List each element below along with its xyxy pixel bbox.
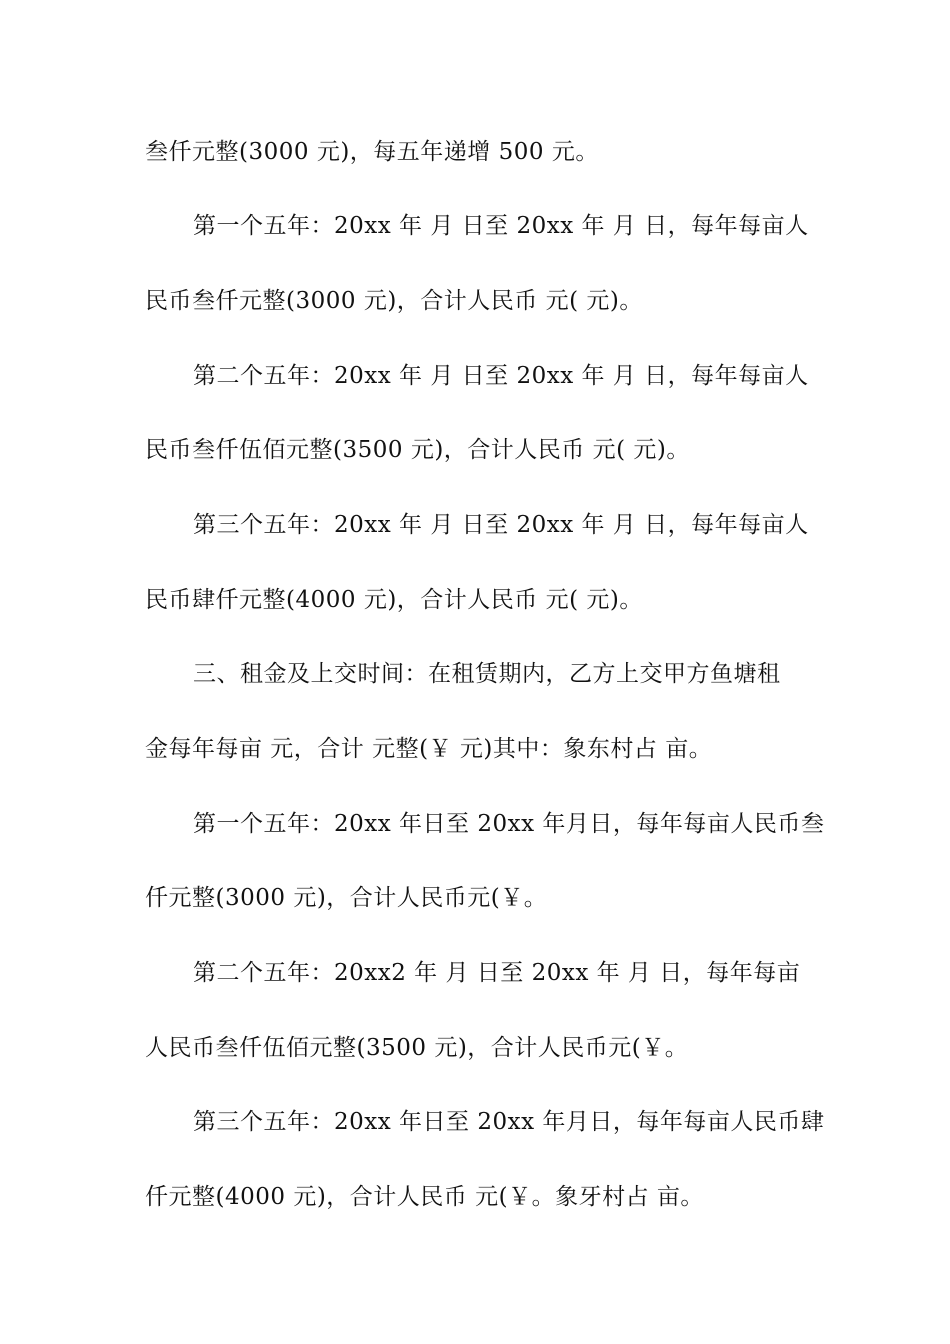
paragraph-first-line: 第三个五年：20xx 年日至 20xx 年月日，每年每亩人民币肆 bbox=[193, 1109, 825, 1135]
text-line: 民币叁仟元整(3000 元)，合计人民币 元( 元)。 bbox=[145, 288, 643, 314]
paragraph-first-line: 三、租金及上交时间：在租赁期内，乙方上交甲方鱼塘租 bbox=[193, 661, 781, 687]
paragraph-first-line: 第一个五年：20xx 年 月 日至 20xx 年 月 日，每年每亩人 bbox=[193, 213, 809, 239]
paragraph-first-line: 第二个五年：20xx2 年 月 日至 20xx 年 月 日，每年每亩 bbox=[193, 960, 801, 986]
text-line: 民币肆仟元整(4000 元)，合计人民币 元( 元)。 bbox=[145, 587, 643, 613]
paragraph-first-line: 第三个五年：20xx 年 月 日至 20xx 年 月 日，每年每亩人 bbox=[193, 512, 809, 538]
text-line: 叁仟元整(3000 元)，每五年递增 500 元。 bbox=[145, 139, 599, 165]
text-line: 金每年每亩 元，合计 元整(￥ 元)其中：象东村占 亩。 bbox=[145, 736, 713, 762]
text-line: 人民币叁仟伍佰元整(3500 元)，合计人民币元(￥。 bbox=[145, 1035, 689, 1061]
text-line: 仟元整(4000 元)，合计人民币 元(￥。象牙村占 亩。 bbox=[145, 1184, 704, 1210]
paragraph-first-line: 第二个五年：20xx 年 月 日至 20xx 年 月 日，每年每亩人 bbox=[193, 363, 809, 389]
paragraph-first-line: 第一个五年：20xx 年日至 20xx 年月日，每年每亩人民币叁 bbox=[193, 811, 825, 837]
text-line: 民币叁仟伍佰元整(3500 元)，合计人民币 元( 元)。 bbox=[145, 437, 690, 463]
text-line: 仟元整(3000 元)，合计人民币元(￥。 bbox=[145, 885, 548, 911]
